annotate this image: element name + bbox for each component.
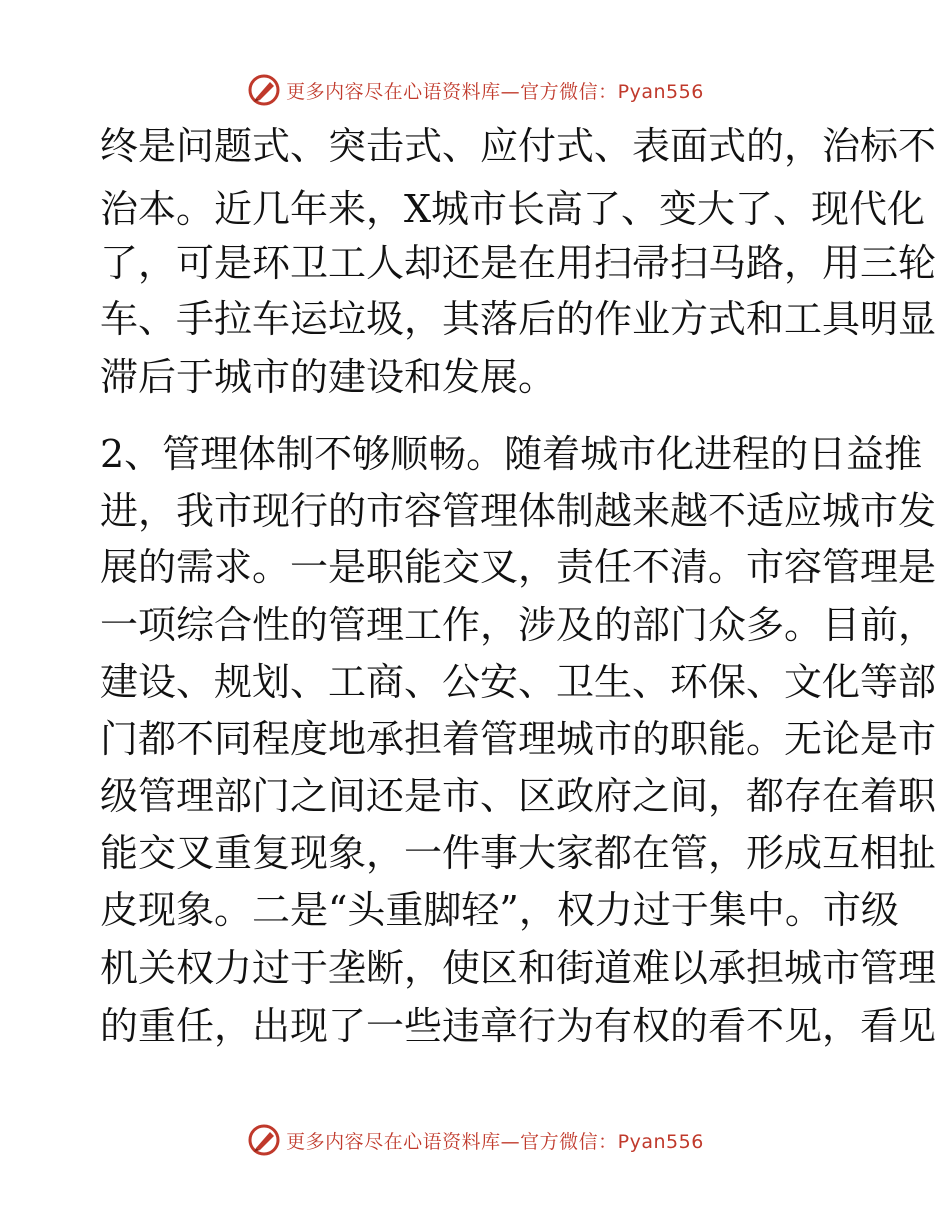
text-line: 机关权力过于垄断，使区和街道难以承担城市管理 — [100, 946, 937, 990]
header-banner — [0, 70, 950, 110]
text-line: 一项综合性的管理工作，涉及的部门众多。目前， — [100, 603, 937, 647]
text-line: 终是问题式、突击式、应付式、表面式的，治标不 — [100, 124, 937, 168]
text-line: 展的需求。一是职能交叉，责任不清。市容管理是 — [100, 545, 937, 589]
text-line: 的重任，出现了一些违章行为有权的看不见，看见 — [100, 1004, 937, 1048]
header-banner-text: 更多内容尽在心语资料库—官方微信：Pyan556 — [286, 80, 704, 103]
text-line: 级管理部门之间还是市、区政府之间，都存在着职 — [100, 774, 937, 818]
text-line: 建设、规划、工商、公安、卫生、环保、文化等部 — [100, 660, 937, 704]
text-line: 2、管理体制不够顺畅。随着城市化进程的日益推 — [100, 432, 923, 476]
text-line: 门都不同程度地承担着管理城市的职能。无论是市 — [100, 717, 937, 761]
text-line: 皮现象。二是“头重脚轻”，权力过于集中。市级 — [100, 888, 899, 932]
pen-logo-icon — [246, 1122, 282, 1158]
text-line: 车、手拉车运垃圾，其落后的作业方式和工具明显 — [100, 297, 937, 341]
text-line: 治本。近几年来，X城市长高了、变大了、现代化 — [100, 187, 926, 231]
footer-banner-text: 更多内容尽在心语资料库—官方微信：Pyan556 — [286, 1130, 704, 1153]
text-line: 滞后于城市的建设和发展。 — [100, 355, 557, 399]
text-line: 进，我市现行的市容管理体制越来越不适应城市发 — [100, 489, 937, 533]
text-line: 能交叉重复现象，一件事大家都在管，形成互相扯 — [100, 831, 937, 875]
text-line: 了，可是环卫工人却还是在用扫帚扫马路，用三轮 — [100, 241, 937, 285]
pen-logo-icon — [246, 72, 282, 108]
footer-banner — [0, 1120, 950, 1160]
